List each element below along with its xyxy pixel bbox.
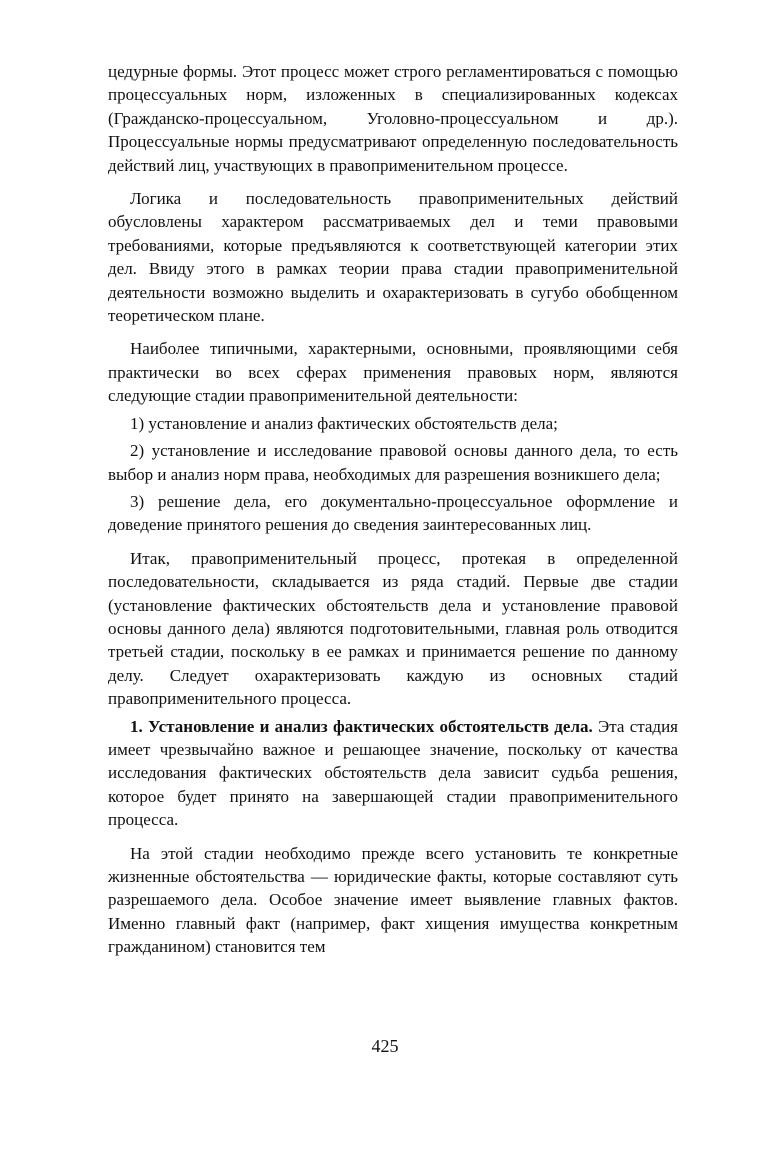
list-item-stage-1: 1) установление и анализ фактических обстоятельств дела; <box>130 413 558 433</box>
paragraph-logic: Логика и последовательность правоприменительных действий обусловлены характером рассматриваемых дел и теми правовыми требованиями, которые предъявляются к соответствующей категории этих дел. Ввиду этого в рамках теории права стадии правоприменительной деятельности возможно выделить и охарактеризовать в сугубо обобщенном теоретическом плане. <box>108 189 678 326</box>
page-number: 425 <box>371 1036 399 1056</box>
section-text: Эта стадия имеет чрезвычайно важное и решающее значение, поскольку от качества исследования фактических обстоятельств дела зависит судьба решения, которое будет принято на завершающей стадии правоприменительного процесса. <box>108 716 678 830</box>
list-item-stage-3: 3) решение дела, его документально-процессуальное оформление и доведение принятого решения до сведения заинтересованных лиц. <box>108 491 678 535</box>
list-item-stage-2: 2) установление и исследование правовой основы данного дела, то есть выбор и анализ норм права, необходимых для разрешения возникшего дела; <box>108 441 678 484</box>
section-heading: 1. Установление и анализ фактических обстоятельств дела. <box>130 716 593 736</box>
paragraph-summary: Итак, правоприменительный процесс, протекая в определенной последовательности, складывается из ряда стадий. Первые две стадии (установление фактических обстоятельств дела и установление правовой основы данного дела) являются подготовительными, главная роль отводится третьей стадии, поскольку в ее рамках и принимается решение по данному делу. Следует охарактеризовать каждую из основных стадий правоприменительного процесса. <box>108 548 678 709</box>
page-body <box>108 60 678 959</box>
paragraph-facts: На этой стадии необходимо прежде всего установить те конкретные жизненные обстоятельства — юридические факты, которые составляют суть разрешаемого дела. Особое значение имеет выявление главных фактов. Именно главный факт (например, факт хищения имущества конкретным гражданином) становится тем <box>108 843 678 957</box>
paragraph-continuation: цедурные формы. Этот процесс может строго регламентироваться с помощью процессуальных норм, изложенных в специализированных кодексах (Гражданско-процессуальном, Уголовно-процессуальном и др.). Процессуальные нормы предусматривают определенную последовательность действий лиц, участвующих в правоприменительном процессе. <box>108 62 678 175</box>
section-paragraph <box>108 715 678 832</box>
paragraph-stages-intro: Наиболее типичными, характерными, основными, проявляющими себя практически во всех сферах применения правовых норм, являются следующие стадии правоприменительной деятельности: <box>108 339 678 406</box>
